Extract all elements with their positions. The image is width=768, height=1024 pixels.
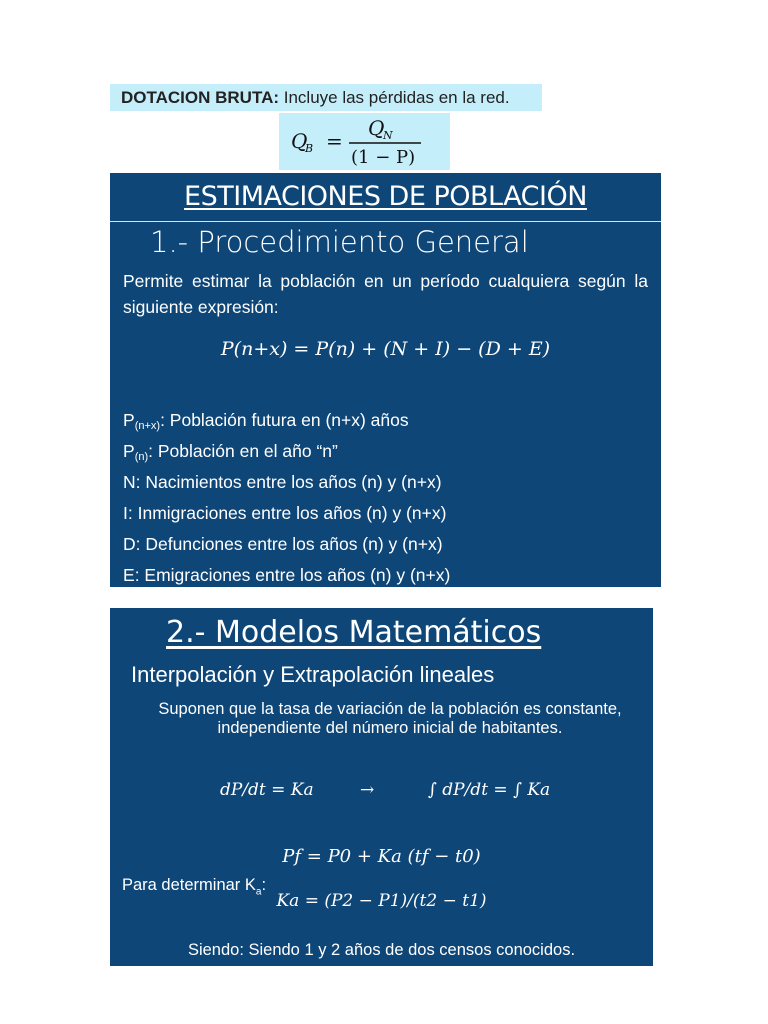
equation-integral: ∫ dP/dt = ∫ Ka: [428, 780, 551, 800]
definition-text: : Población en el año “n”: [148, 441, 338, 461]
slide2-footnote: Siendo: Siendo 1 y 2 años de dos censos conocidos.: [187, 941, 576, 959]
definition-symbol-sub: (n): [134, 451, 149, 463]
definition-symbol: P: [123, 441, 135, 461]
definition-text: : Emigraciones entre los años (n) y (n+x): [134, 565, 451, 585]
equation-dp-dt: dP/dt = Ka: [220, 780, 314, 800]
slide1-formula: P(n+x) = P(n) + (N + I) − (D + E): [220, 338, 551, 360]
formula-numerator-sub: N: [383, 129, 393, 142]
slide1-divider: [110, 221, 661, 222]
slide-estimaciones: [110, 173, 661, 587]
ka-label-colon: :: [261, 876, 267, 894]
formula-lhs: Q: [291, 129, 308, 153]
slide1-title: ESTIMACIONES DE POBLACIÓN: [184, 181, 587, 212]
equation-pf: Pf = P0 + Ka (tf − t0): [282, 846, 481, 867]
definition-text: : Defunciones entre los años (n) y (n+x): [135, 534, 443, 554]
dotacion-bruta-banner: [110, 84, 542, 111]
dotacion-bruta-description: Incluye las pérdidas en la red.: [279, 88, 510, 107]
definition-text: : Población futura en (n+x) años: [160, 410, 409, 430]
definition-symbol: D: [123, 534, 136, 554]
slide2-subtitle: Interpolación y Extrapolación lineales: [131, 662, 495, 687]
dotacion-bruta-formula-graphic: [279, 113, 450, 170]
arrow-icon: →: [360, 780, 375, 800]
slide-modelos-matematicos: [110, 608, 653, 966]
definition-symbol: P: [123, 410, 135, 430]
definition-item: [123, 436, 450, 467]
slide2-description: Suponen que la tasa de variación de la población es constante, independiente del número inicial de habitantes.: [158, 700, 622, 737]
definition-item: [123, 467, 450, 498]
ka-label-sub: a: [255, 886, 262, 898]
definition-symbol: E: [123, 565, 135, 585]
definition-symbol-sub: (n+x): [134, 420, 161, 432]
definition-item: [123, 529, 450, 560]
definition-text: : Inmigraciones entre los años (n) y (n+x): [127, 503, 447, 523]
ka-label-text: Para determinar K: [122, 876, 256, 894]
slide1-description: Permite estimar la población en un período cualquiera según la siguiente expresión:: [123, 271, 648, 317]
definition-symbol: I: [123, 503, 128, 523]
formula-lhs-sub: B: [305, 142, 314, 155]
equation-ka: Ka = (P2 − P1)/(t2 − t1): [276, 891, 487, 911]
definitions-list: [123, 405, 450, 591]
dotacion-bruta-label: DOTACION BRUTA:: [121, 88, 280, 107]
definition-item: [123, 560, 450, 591]
formula-denominator: (1 − P): [351, 147, 416, 168]
definition-symbol: N: [123, 472, 136, 492]
formula-numerator: Q: [368, 116, 385, 140]
definition-item: [123, 405, 450, 436]
dotacion-bruta-formula: [279, 113, 450, 170]
formula-equals: =: [326, 129, 343, 153]
slide2-title: 2.- Modelos Matemáticos: [166, 615, 542, 650]
definition-item: [123, 498, 450, 529]
slide1-subtitle: 1.- Procedimiento General: [150, 225, 529, 259]
definition-text: : Nacimientos entre los años (n) y (n+x): [135, 472, 442, 492]
